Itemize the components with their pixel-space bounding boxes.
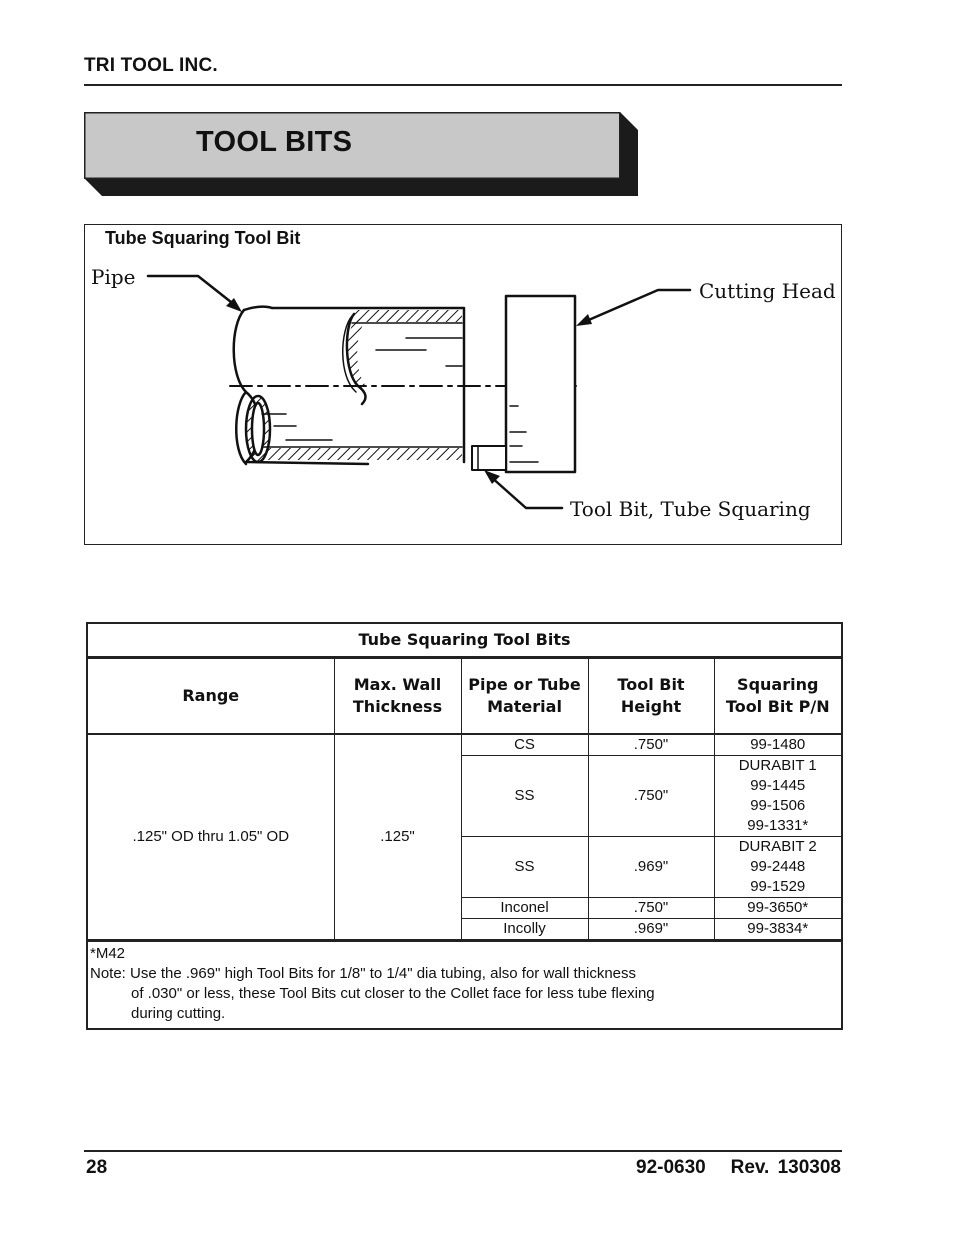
note-line-1: Note: Use the .969" high Tool Bits for 1/8" to 1/4" dia tubing, also for wall thickness [90, 965, 636, 982]
title-banner [84, 112, 640, 198]
header-rule [84, 84, 842, 86]
height-cell: .750" [588, 734, 714, 756]
callout-pipe: Pipe [91, 265, 136, 289]
tube-squaring-diagram [86, 226, 838, 541]
height-cell: .750" [588, 898, 714, 919]
company-name: TRI TOOL INC. [84, 55, 218, 76]
part-number-cell: DURABIT 1 99-1445 99-1506 99-1331* [714, 756, 842, 837]
range-cell: .125" OD thru 1.05" OD [87, 734, 334, 941]
material-cell: Incolly [461, 919, 588, 941]
footer-rule [84, 1150, 842, 1152]
height-cell: .969" [588, 919, 714, 941]
figure-caption: Tube Squaring Tool Bit [105, 228, 301, 248]
material-cell: SS [461, 756, 588, 837]
header-material: Pipe or Tube Material [461, 658, 588, 735]
part-number-cell: 99-1480 [714, 734, 842, 756]
page-title: TOOL BITS [196, 126, 353, 158]
table-caption: Tube Squaring Tool Bits [87, 623, 842, 658]
header-range: Range [87, 658, 334, 735]
footnote-m42: *M42 [90, 945, 126, 962]
height-cell: .969" [588, 837, 714, 898]
part-number-cell: DURABIT 2 99-2448 99-1529 [714, 837, 842, 898]
tool-bits-table [86, 622, 843, 1030]
page-number: 28 [86, 1157, 108, 1178]
part-number-cell: 99-3650* [714, 898, 842, 919]
header-part-number: Squaring Tool Bit P/N [714, 658, 842, 735]
max-wall-cell: .125" [334, 734, 461, 941]
header-max-wall: Max. Wall Thickness [334, 658, 461, 735]
header-height: Tool Bit Height [588, 658, 714, 735]
material-cell: SS [461, 837, 588, 898]
note-line-3: during cutting. [131, 1005, 226, 1022]
height-cell: .750" [588, 756, 714, 837]
note-line-2: of .030" or less, these Tool Bits cut closer to the Collet face for less tube flexing [131, 985, 655, 1002]
part-number-cell: 99-3834* [714, 919, 842, 941]
callout-tool-bit: Tool Bit, Tube Squaring [570, 497, 811, 521]
material-cell: CS [461, 734, 588, 756]
tool-bit-block [472, 446, 506, 470]
callout-cutting-head: Cutting Head [699, 279, 836, 303]
material-cell: Inconel [461, 898, 588, 919]
table-row [87, 734, 842, 756]
table-note [87, 941, 842, 1030]
document-reference: 92-0630 Rev. 130308 [636, 1157, 841, 1178]
